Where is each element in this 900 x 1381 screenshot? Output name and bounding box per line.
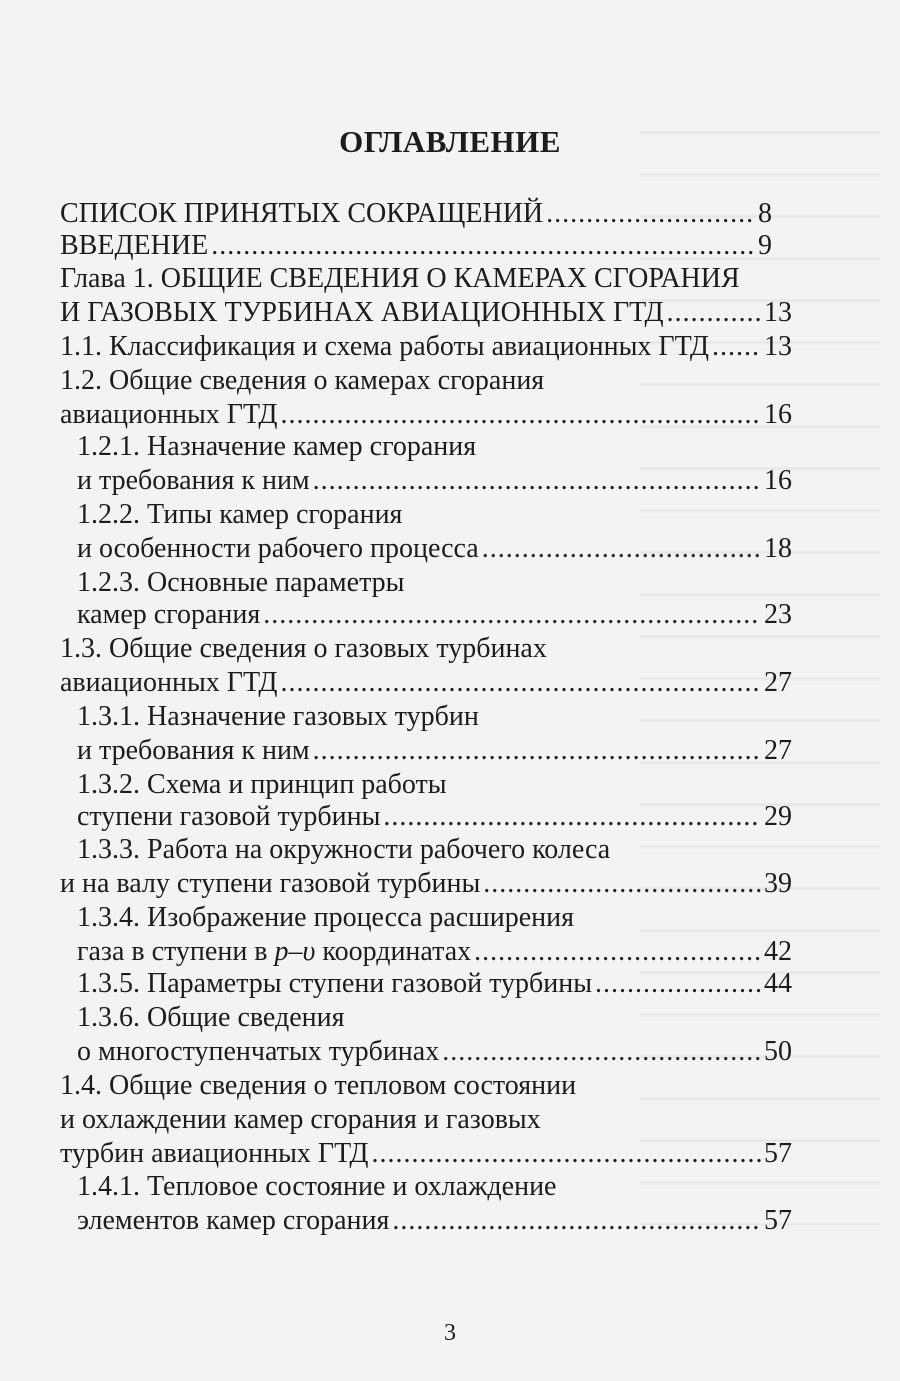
toc-entry-1-4[interactable] [60,1137,792,1171]
toc-page-number: 13 [764,331,792,362]
page-number: 3 [444,1320,456,1346]
toc-page-number: 16 [764,399,792,430]
page-title: ОГЛАВЛЕНИЕ [339,124,561,159]
toc-page-number: 27 [764,735,792,766]
toc-entry-1-3-2[interactable] [77,800,792,834]
toc-leader [372,1137,761,1171]
toc-entry-text: И ГАЗОВЫХ ТУРБИНАХ АВИАЦИОННЫХ ГТД [60,297,664,328]
toc-page-number: 39 [764,868,792,899]
toc-entry-text: 1.3.5. Параметры ступени газовой турбины [77,968,593,999]
toc-page-number: 57 [764,1205,792,1236]
toc-entry-1-3-2-line1[interactable]: 1.3.2. Схема и принцип работы [77,769,447,800]
symbol-p: p [274,936,289,967]
symbol-dash: – [288,936,303,967]
toc-entry-1-3-3-line1[interactable]: 1.3.3. Работа на окружности рабочего колеса [77,834,611,865]
toc-page-number: 27 [764,667,792,698]
toc-entry-text-post: координатах [315,936,472,967]
toc-entry-1-3-3[interactable] [60,867,792,901]
toc-entry-text: ВВЕДЕНИЕ [60,230,209,261]
toc-leader [313,464,761,498]
toc-page-number: 13 [764,297,792,328]
toc-leader [280,666,761,700]
toc-leader [383,800,761,834]
toc-entry-chapter-1-line1[interactable]: Глава 1. ОБЩИЕ СВЕДЕНИЯ О КАМЕРАХ СГОРАНИЯ [60,263,740,294]
toc-entry-text [77,935,471,969]
toc-leader [482,532,761,566]
toc-entry-1-2-3[interactable] [77,598,792,632]
toc-entry-text: и требования к ним [77,735,310,766]
toc-entry-text: и особенности рабочего процесса [77,533,479,564]
toc-entry-1-2-3-line1[interactable]: 1.2.3. Основные параметры [77,567,405,598]
toc-entry-1-3[interactable] [60,666,792,700]
toc-entry-text: 1.1. Классификация и схема работы авиационных ГТД [60,331,710,362]
toc-leader [313,734,761,768]
toc-entry-text-pre: газа в ступени в [77,936,275,967]
toc-entry-1-2-2[interactable] [77,532,792,566]
toc-entry-text: турбин авиационных ГТД [60,1138,369,1169]
toc-leader [442,1035,761,1069]
toc-entry-1-3-6-line1[interactable]: 1.3.6. Общие сведения [77,1002,345,1033]
toc-leader [483,867,761,901]
toc-entry-1-3-1-line1[interactable]: 1.3.1. Назначение газовых турбин [77,701,479,732]
toc-page-number: 42 [764,936,792,967]
toc-page-number: 44 [764,968,792,999]
toc-entry-text: камер сгорания [77,599,261,630]
toc-entry-1-3-1[interactable] [77,734,792,768]
toc-entry-1-3-line1[interactable]: 1.3. Общие сведения о газовых турбинах [60,633,547,664]
toc-entry-1-2-line1[interactable]: 1.2. Общие сведения о камерах сгорания [60,365,545,396]
toc-entry-1-4-1-line1[interactable]: 1.4.1. Тепловое состояние и охлаждение [77,1171,557,1202]
toc-page-number: 18 [764,533,792,564]
toc-entry-chapter-1[interactable] [60,296,792,330]
toc-leader [667,296,761,330]
toc-entry-intro[interactable] [60,229,772,263]
symbol-v: υ [302,936,316,967]
toc-entry-1-4-1[interactable] [77,1204,792,1238]
toc-entry-1-3-6[interactable] [77,1035,792,1069]
toc-leader [280,398,761,432]
toc-page-number: 23 [764,599,792,630]
toc-entry-1-3-5[interactable] [77,967,792,1001]
toc-entry-text: и на валу ступени газовой турбины [60,868,481,899]
toc-leader [392,1204,761,1238]
toc-leader [263,598,761,632]
toc-entry-1-4-line2[interactable]: и охлаждении камер сгорания и газовых [60,1104,541,1135]
toc-page-number: 50 [764,1036,792,1067]
toc-page-number: 29 [764,801,792,832]
toc-entry-text: и требования к ним [77,465,310,496]
toc-page-number: 8 [758,198,772,229]
toc-page-number: 16 [764,465,792,496]
toc-entry-text: авиационных ГТД [60,399,278,430]
toc-entry-text: о многоступенчатых турбинах [77,1036,440,1067]
toc-leader [211,229,755,263]
toc-entry-text: ступени газовой турбины [77,801,381,832]
toc-entry-text: элементов камер сгорания [77,1205,390,1236]
toc-entry-1-3-4[interactable] [77,935,792,969]
toc-leader [595,967,761,1001]
toc-entry-1-2[interactable] [60,398,792,432]
toc-entry-1-2-2-line1[interactable]: 1.2.2. Типы камер сгорания [77,499,403,530]
toc-leader [712,330,761,364]
toc-entry-1-3-4-line1[interactable]: 1.3.4. Изображение процесса расширения [77,902,574,933]
toc-page-number: 57 [764,1138,792,1169]
toc-leader [474,935,761,969]
toc-entry-1-2-1-line1[interactable]: 1.2.1. Назначение камер сгорания [77,431,477,462]
toc-entry-text: СПИСОК ПРИНЯТЫХ СОКРАЩЕНИЙ [60,198,544,229]
toc-entry-1-1[interactable] [60,330,792,364]
toc-leader [546,197,755,231]
toc-entry-1-4-line1[interactable]: 1.4. Общие сведения о тепловом состоянии [60,1070,577,1101]
toc-entry-1-2-1[interactable] [77,464,792,498]
toc-entry-abbrev[interactable] [60,197,772,231]
toc-entry-text: авиационных ГТД [60,667,278,698]
toc-page-number: 9 [758,230,772,261]
